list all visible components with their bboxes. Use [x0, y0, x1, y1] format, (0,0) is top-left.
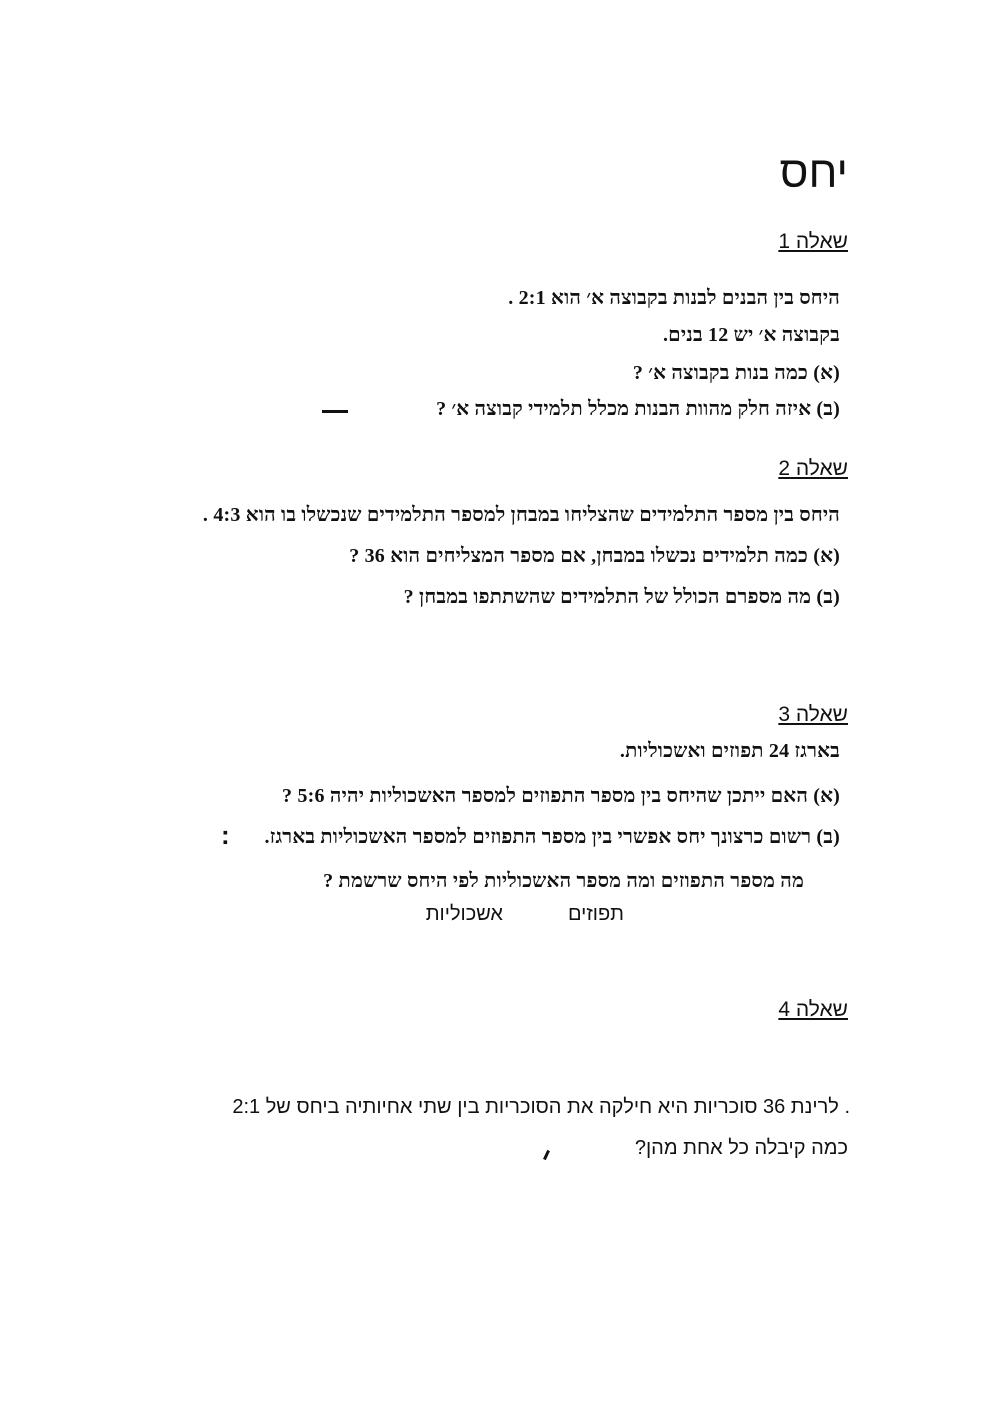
question-3-intro: בארגז 24 תפוזים ואשכוליות.: [619, 740, 840, 762]
question-1-part-a: (א) כמה בנות בקבוצה א׳ ?: [632, 362, 840, 384]
answer-colon-mark: :: [221, 820, 230, 850]
answer-line-dash: [322, 410, 348, 413]
question-3-heading: שאלה 3: [778, 703, 848, 726]
column-label-grapefruits: אשכוליות: [425, 903, 503, 925]
question-1-intro-line-2: בקבוצה א׳ יש 12 בנים.: [662, 324, 840, 346]
question-4-heading: שאלה 4: [778, 998, 848, 1021]
question-2-part-b: (ב) מה מספרם הכולל של התלמידים שהשתתפו במבחן ?: [403, 586, 840, 608]
question-1-intro-line-1: היחס בין הבנים לבנות בקבוצה א׳ הוא 2:1 .: [508, 287, 840, 309]
question-3-part-c: מה מספר התפוזים ומה מספר האשכוליות לפי היחס שרשמת ?: [323, 870, 804, 892]
question-1-part-b: (ב) איזה חלק מהוות הבנות מכלל תלמידי קבוצה א׳ ?: [436, 398, 840, 420]
page-title: יחס: [779, 148, 848, 197]
question-3-part-a: (א) האם ייתכן שהיחס בין מספר התפוזים למספר האשכוליות יהיה 5:6 ?: [282, 785, 840, 807]
question-2-part-a: (א) כמה תלמידים נכשלו במבחן, אם מספר המצליחים הוא 36 ?: [349, 545, 840, 567]
question-2-heading: שאלה 2: [778, 457, 848, 480]
pen-mark: [543, 1150, 550, 1160]
question-1-heading: שאלה 1: [778, 230, 848, 253]
question-4-line-1: . לרינת 36 סוכריות היא חילקה את הסוכריות בין שתי אחיותיה ביחס של 2:1: [232, 1096, 850, 1118]
question-4-line-2: כמה קיבלה כל אחת מהן?: [634, 1137, 848, 1159]
question-3-part-b: (ב) רשום כרצונך יחס אפשרי בין מספר התפוזים למספר האשכוליות בארגז.: [264, 826, 840, 848]
column-label-oranges: תפוזים: [567, 903, 624, 925]
question-2-intro: היחס בין מספר התלמידים שהצליחו במבחן למספר התלמידים שנכשלו בו הוא 4:3 .: [202, 504, 840, 526]
